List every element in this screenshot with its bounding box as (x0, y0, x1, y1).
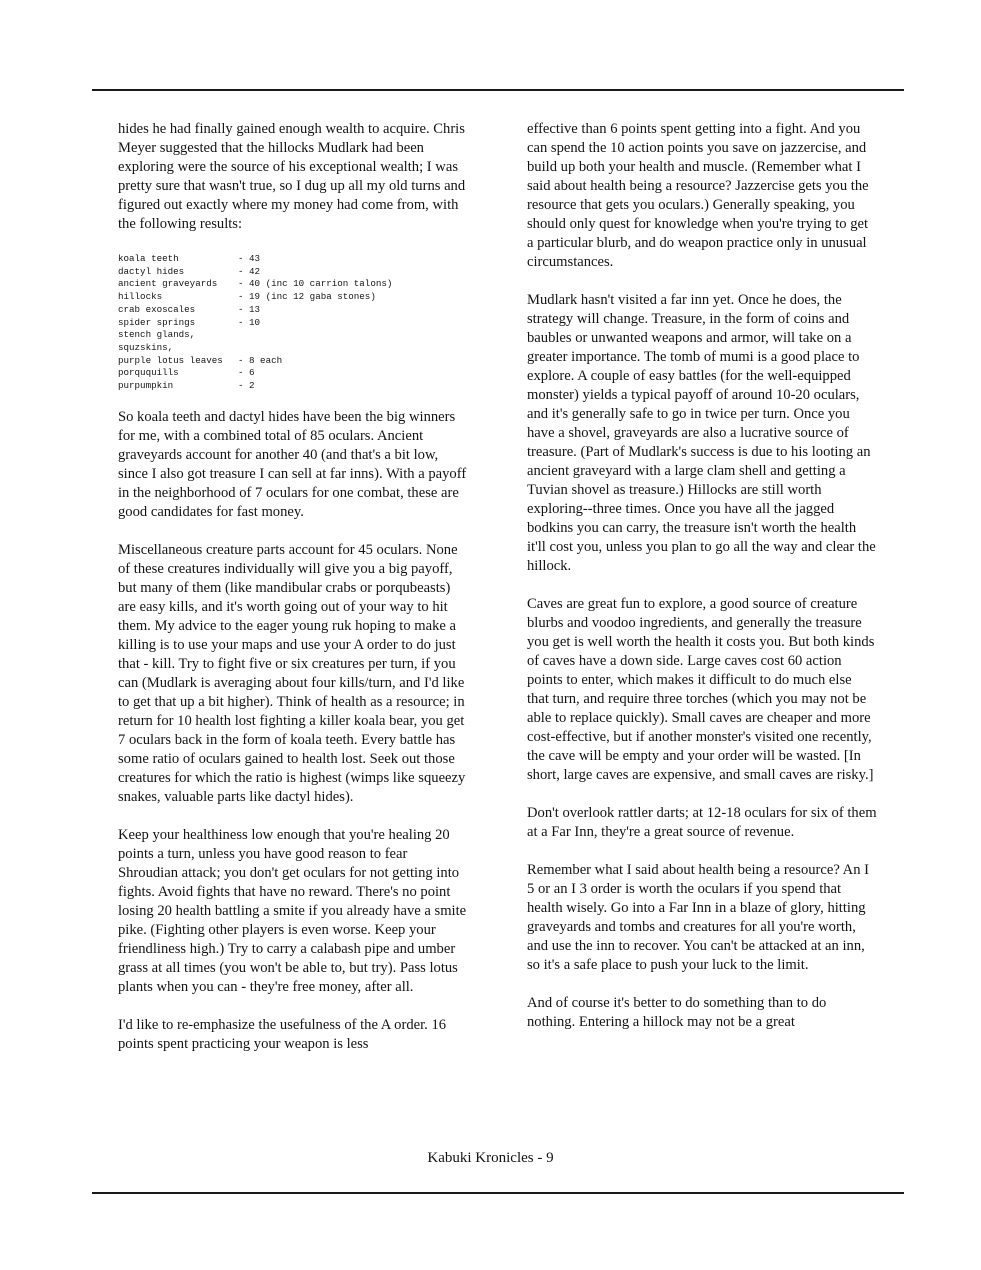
table-item-value: - 40 (inc 10 carrion talons) (238, 278, 393, 290)
table-row (118, 304, 392, 317)
table-row (118, 342, 392, 355)
earnings-table (118, 253, 392, 393)
right-column (527, 120, 877, 1051)
left-paragraph-5: I'd like to re-emphasize the usefulness of the A order. 16 points spent practicing your weapon is less (118, 1016, 447, 1052)
table-row (118, 278, 392, 291)
table-row (118, 380, 392, 393)
right-paragraph-6: And of course it's better to do something than to do nothing. Entering a hillock may not be a great (527, 995, 827, 1030)
table-item-name: dactyl hides (118, 265, 185, 277)
table-item-value: - 42 (238, 265, 261, 277)
table-item-value: - 8 each (238, 354, 283, 366)
table-row (118, 329, 392, 342)
table-item-value (238, 329, 392, 342)
table-item-value: - 6 (238, 367, 255, 379)
table-item-value: - 10 (238, 316, 261, 328)
page-footer: Kabuki Kronicles - 9 (427, 1150, 554, 1166)
header-rule (92, 89, 904, 91)
footer-rule (92, 1192, 904, 1194)
table-item-name: ancient graveyards (118, 278, 218, 290)
right-paragraph-4: Don't overlook rattler darts; at 12-18 oculars for six of them at a Far Inn, they're a great source of revenue. (527, 805, 877, 840)
table-item-name: spider springs (118, 316, 196, 328)
right-paragraph-5: Remember what I said about health being a resource? An I 5 or an I 3 order is worth the oculars if you spend that health wisely. Go into a Far Inn in a blaze of glory, hitting graveyards and tombs and creatures for all you're worth, and use the inn to recover. You can't be attacked at an inn, so it's a safe place to push your luck to the limit. (527, 862, 870, 973)
table-item-name: koala teeth (118, 253, 179, 264)
table-item-value: - 43 (238, 253, 261, 264)
table-item-name: crab exoscales (118, 303, 196, 315)
table-item-name: stench glands, (118, 329, 196, 341)
table-row (118, 266, 392, 279)
table-item-name: purpumpkin (118, 380, 174, 392)
table-item-name: hillocks (118, 291, 163, 303)
table-item-name: purple lotus leaves (118, 354, 223, 366)
table-item-name: porququills (118, 367, 179, 379)
right-paragraph-2: Mudlark hasn't visited a far inn yet. Once he does, the strategy will change. Treasure, in the form of coins and baubles or unwanted weapons and armor, will take on a greater importance. The tomb of mumi is a good place to explore. A couple of easy battles (for the well-equipped monster) yields a typical payoff of around 10-20 oculars, and it's generally safe to go in twice per turn. Once you have a shovel, graveyards are also a lucrative source of treasure. (Part of Mudlark's success is due to his looting an ancient graveyard with a large clam shell and getting a Tuvian shovel as treasure.) Hillocks are still worth exploring--three times. Once you have all the jagged bodkins you can carry, the treasure isn't worth the health it'll cost you, unless you plan to go all the way and clear the hillock. (527, 292, 876, 574)
table-item-value: - 19 (inc 12 gaba stones) (238, 291, 376, 303)
right-paragraph-3: Caves are great fun to explore, a good source of creature blurbs and voodoo ingredients, and generally the treasure you get is well worth the health it costs you. But both kinds of caves have a down side. Large caves cost 60 action points to enter, which makes it difficult to do much else that turn, and require three torches (which you may not be able to replace quickly). Small caves are cheaper and more cost-effective, but if another monster's visited one recently, the cave will be empty and your order will be wasted. [In short, large caves are expensive, and small caves are risky.] (527, 596, 875, 783)
table-row (118, 317, 392, 330)
left-paragraph-1: hides he had finally gained enough wealth to acquire. Chris Meyer suggested that the hillocks Mudlark had been exploring were the source of his exceptional wealth; I was pretty sure that wasn't true, so I dug up all my old turns and figured out exactly where my money had come from, with the following results: (118, 121, 466, 232)
left-paragraph-4: Keep your healthiness low enough that you're healing 20 points a turn, unless you have good reason to fear Shroudian attack; you don't get oculars for not getting into fights. Avoid fights that have no reward. There's no point losing 20 health battling a smite if you already have a smite pike. (Fighting other players is even worse. Keep your friendliness high.) Try to carry a calabash pipe and umber grass at all times (you won't be able to, but try). Pass lotus plants when you can - they're free money, after all. (118, 826, 467, 995)
table-row (118, 355, 392, 368)
table-row (118, 291, 392, 304)
right-paragraph-1: effective than 6 points spent getting into a fight. And you can spend the 10 action points you save on jazzercise, and build up both your health and muscle. (Remember what I said about health being a resource? Jazzercise gets you the resource that gets you oculars.) Generally speaking, you should only quest for knowledge when you're trying to get a particular blurb, and do weapon practice only in unusual circumstances. (527, 121, 869, 270)
table-item-value (238, 342, 392, 355)
left-paragraph-3: Miscellaneous creature parts account for 45 oculars. None of these creatures individually will give you a big payoff, but many of them (like mandibular crabs or porqubeasts) are easy kills, and it's worth going out of your way to hit them. My advice to the eager young ruk hoping to make a killing is to use your maps and use your A order to do just that - kill. Try to fight five or six creatures per turn, if you can (Mudlark is averaging about four kills/turn, and I'd like to get that up a bit higher). Think of health as a resource; in return for 10 health lost fighting a killer koala bear, you get 7 oculars back in the form of koala teeth. Every battle has some ratio of oculars gained to health lost. Seek out those creatures for which the ratio is highest (wimps like squeezy snakes, valuable parts like dactyl hides). (118, 541, 466, 805)
table-item-value: - 13 (238, 303, 261, 315)
table-row (118, 253, 392, 266)
table-item-name: squzskins, (118, 341, 174, 353)
table-item-value: - 2 (238, 380, 255, 392)
left-column (118, 120, 470, 1073)
left-paragraph-2: So koala teeth and dactyl hides have been the big winners for me, with a combined total of 85 oculars. Ancient graveyards account for another 40 (and that's a bit low, since I also got treasure I can sell at far inns). With a payoff in the neighborhood of 7 oculars for one combat, these are good candidates for fast money. (118, 408, 467, 520)
table-row (118, 367, 392, 380)
